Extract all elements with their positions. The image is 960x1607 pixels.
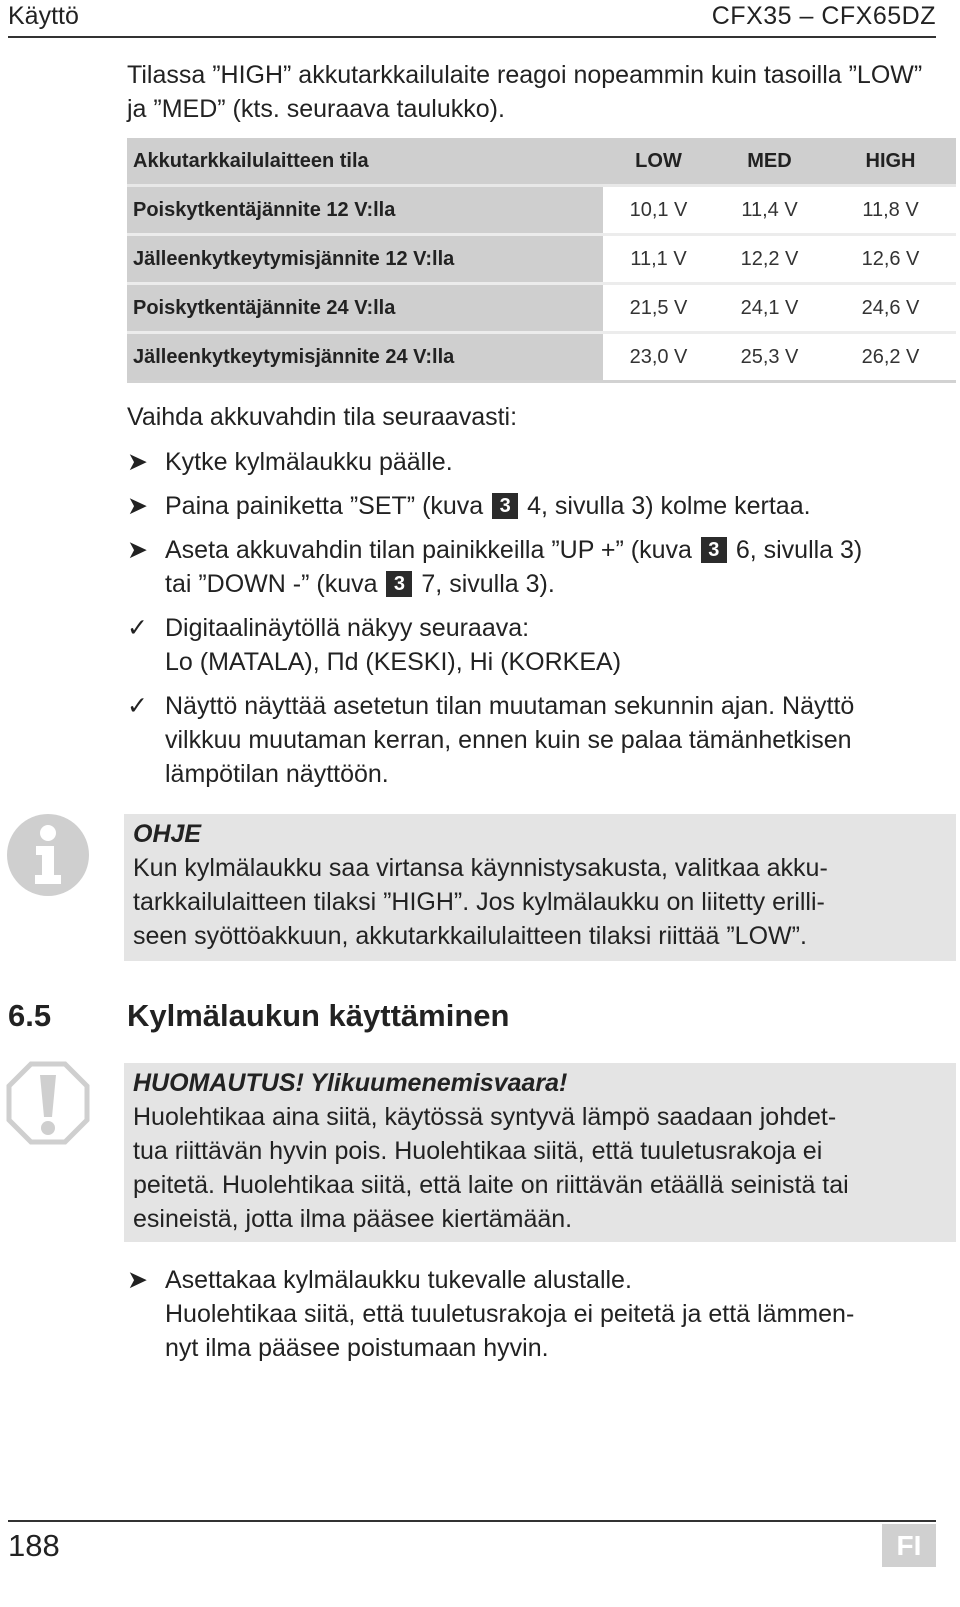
caution-line: Huolehtikaa aina siitä, käytössä syntyvä lämpö saadaan johdet- (133, 1103, 837, 1131)
result-line: lämpötilan näyttöön. (165, 760, 389, 788)
voltage-table (127, 138, 956, 383)
caution-line: tua riittävän hyvin pois. Huolehtikaa siitä, että tuuletusrakoja ei (133, 1137, 823, 1165)
step-text-part: 6, sivulla 3) (735, 536, 863, 564)
step-text (165, 533, 947, 601)
table-cell: 26,2 V (825, 333, 956, 382)
step-line: Asettakaa kylmälaukku tukevalle alustalle. (165, 1266, 632, 1294)
table-cell: 11,4 V (714, 186, 825, 235)
step-item (127, 1263, 947, 1365)
arrow-icon: ➤ (127, 1266, 148, 1294)
note-line: tarkkailulaitteen tilaksi ”HIGH”. Jos kylmälaukku on liitetty erilli- (133, 888, 825, 916)
arrow-icon: ➤ (127, 536, 148, 564)
header-rule (8, 36, 936, 38)
mode-change-intro: Vaihda akkuvahdin tila seuraavasti: (127, 403, 518, 431)
step-text-part: 4, sivulla 3) kolme kertaa. (527, 492, 811, 520)
table-cell: 11,1 V (603, 235, 714, 284)
step-item (127, 489, 947, 523)
step-line (165, 567, 947, 601)
table-cell: 25,3 V (714, 333, 825, 382)
result-line: vilkkuu muutaman kerran, ennen kuin se palaa tämänhetkisen (165, 726, 852, 754)
note-heading: OHJE (133, 820, 202, 848)
step-text-part: Paina painiketta ”SET” (kuva (165, 492, 484, 520)
caution-line: peitetä. Huolehtikaa siitä, että laite on riittävän etäällä seinistä tai (133, 1171, 849, 1199)
result-text (165, 611, 947, 679)
note-line: seen syöttöakkuun, akkutarkkailulaitteen tilaksi riittää ”LOW”. (133, 922, 807, 950)
table-row-label: Jälleenkytkeytymisjännite 24 V:lla (127, 333, 603, 382)
table-row-label: Jälleenkytkeytymisjännite 12 V:lla (127, 235, 603, 284)
caution-box (124, 1063, 956, 1242)
table-cell: 10,1 V (603, 186, 714, 235)
note-line: Kun kylmälaukku saa virtansa käynnistysakusta, valitkaa akku- (133, 854, 828, 882)
table-cell: 21,5 V (603, 284, 714, 333)
table-row (127, 284, 956, 333)
info-icon (6, 813, 90, 897)
arrow-icon: ➤ (127, 448, 148, 476)
section-number: 6.5 (8, 998, 52, 1033)
result-text (165, 689, 947, 791)
intro-paragraph: Tilassa ”HIGH” akkutarkkailulaite reagoi nopeammin kuin tasoilla ”LOW” ja ”MED” (kts. seuraava taulukko). (127, 61, 923, 123)
note-box (124, 814, 956, 961)
table-cell: 11,8 V (825, 186, 956, 235)
table-cell: 12,6 V (825, 235, 956, 284)
table-row (127, 186, 956, 235)
result-item (127, 611, 947, 679)
table-header-cell: Akkutarkkailulaitteen tila (127, 138, 603, 186)
table-row-label: Poiskytkentäjännite 12 V:lla (127, 186, 603, 235)
language-badge: FI (882, 1524, 936, 1567)
result-line: Näyttö näyttää asetetun tilan muutaman sekunnin ajan. Näyttö (165, 692, 855, 720)
table-row-label: Poiskytkentäjännite 24 V:lla (127, 284, 603, 333)
check-icon: ✓ (127, 614, 148, 642)
table-row (127, 333, 956, 382)
table-row (127, 235, 956, 284)
result-item (127, 689, 947, 791)
header-model: CFX35 – CFX65DZ (711, 2, 936, 30)
exclamation-octagon-icon (6, 1061, 90, 1145)
page-number: 188 (8, 1528, 60, 1563)
result-line: Digitaalinäytöllä näkyy seuraava: (165, 614, 530, 642)
arrow-icon: ➤ (127, 492, 148, 520)
caution-line: esineistä, jotta ilma pääsee kiertämään. (133, 1205, 573, 1233)
step-text-part: tai ”DOWN -” (kuva (165, 570, 378, 598)
section-title: Kylmälaukun käyttäminen (127, 998, 510, 1033)
figure-ref-badge: 3 (492, 493, 518, 519)
table-header-cell: LOW (603, 138, 714, 186)
check-icon: ✓ (127, 692, 148, 720)
table-header-row (127, 138, 956, 186)
caution-heading: HUOMAUTUS! Ylikuumenemisvaara! (133, 1069, 568, 1097)
step-text (165, 1263, 947, 1365)
figure-ref-badge: 3 (701, 537, 727, 563)
step-line (165, 533, 947, 567)
step-item (127, 533, 947, 601)
step-item (127, 445, 947, 479)
header-section-title: Käyttö (8, 2, 79, 30)
step-text: Kytke kylmälaukku päälle. (165, 448, 453, 476)
figure-ref-badge: 3 (386, 571, 412, 597)
footer-rule (8, 1520, 936, 1522)
table-cell: 12,2 V (714, 235, 825, 284)
step-text (165, 489, 947, 523)
table-header-cell: MED (714, 138, 825, 186)
table-cell: 24,1 V (714, 284, 825, 333)
step-text-part: Aseta akkuvahdin tilan painikkeilla ”UP +” (kuva (165, 536, 692, 564)
table-header-cell: HIGH (825, 138, 956, 186)
step-line: nyt ilma pääsee poistumaan hyvin. (165, 1334, 549, 1362)
table-cell: 23,0 V (603, 333, 714, 382)
step-text-part: 7, sivulla 3). (421, 570, 555, 598)
result-line: Lo (MATALA), Пd (KESKI), Hi (KORKEA) (165, 648, 622, 676)
step-line: Huolehtikaa siitä, että tuuletusrakoja ei peitetä ja että lämmen- (165, 1300, 855, 1328)
table-cell: 24,6 V (825, 284, 956, 333)
